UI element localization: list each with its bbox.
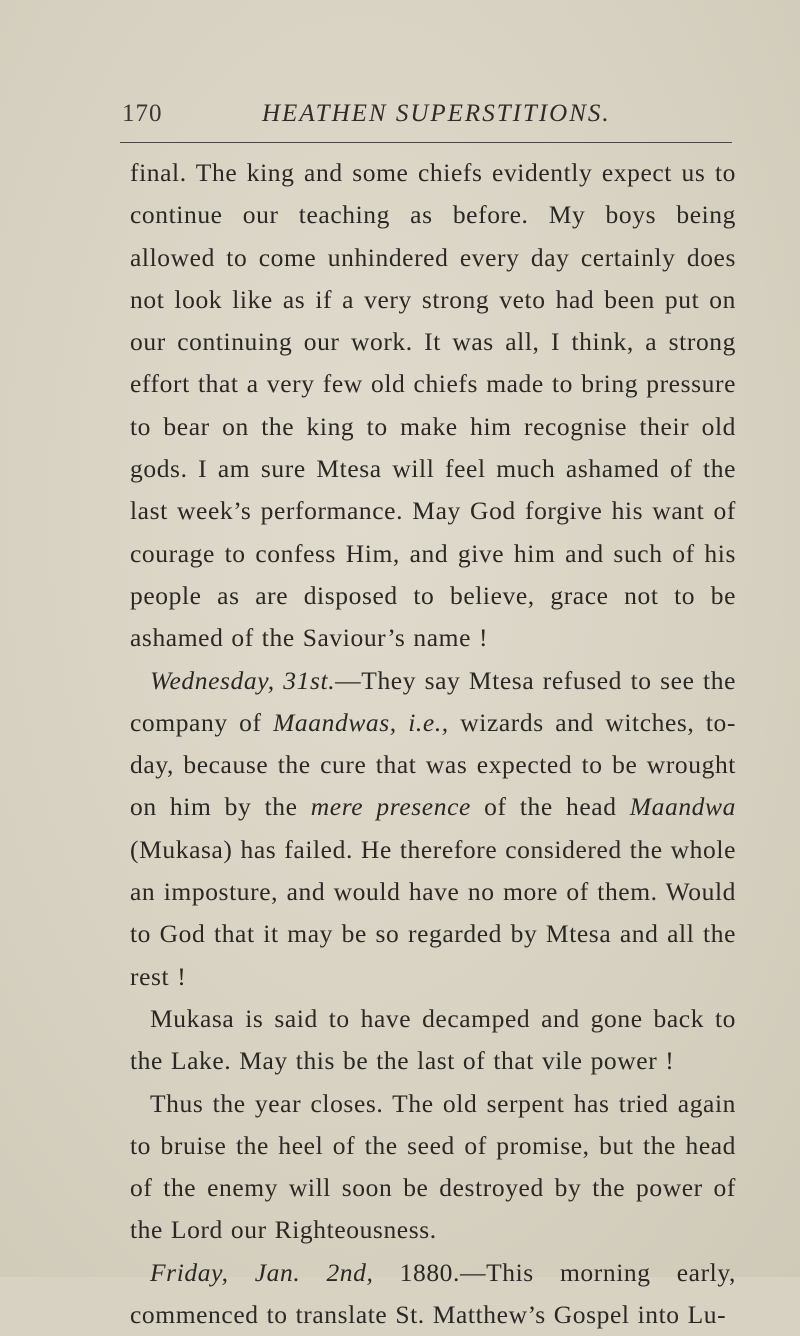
text-span: of the head — [470, 792, 630, 822]
header-rule — [120, 142, 732, 143]
italic-term: mere presence — [310, 792, 471, 822]
paragraph-3 — [130, 998, 736, 1083]
paragraph-2 — [130, 660, 736, 998]
diary-date: Wednesday, 31st. — [150, 665, 336, 695]
text-span: (Mukasa) has failed. He therefore considered the whole an imposture, and would have no more of them. Would to God that it may be so regarded by Mtesa and all the rest ! — [130, 834, 736, 991]
diary-date: Friday, Jan. 2nd, — [150, 1257, 374, 1287]
italic-term: Maandwas, i.e., — [273, 707, 449, 737]
text-span: Thus the year closes. The old serpent has tried again to bruise the heel of the seed of promise, but the head of the enemy will soon be destroyed by the power of the Lord our Righteousness. — [130, 1088, 736, 1245]
text-span: 1880.—This morning early, commenced to translate St. Matthew’s Gospel into Lu- — [130, 1257, 737, 1330]
paragraph-1 — [130, 152, 736, 660]
text-span: final. The king and some chiefs evidently expect us to continue our teaching as before. My boys being allowed to come unhindered every day certainly does not look like as if a very strong veto had been put on our continuing our work. It was all, I think, a strong effort that a very few old chiefs made to bring pressure to bear on the king to make him recognise their old gods. I am sure Mtesa will feel much ashamed of the last week’s performance. May God forgive his want of courage to confess Him, and give him and such of his people as are disposed to believe, grace not to be ashamed of the Saviour’s name ! — [130, 158, 736, 653]
page-header — [122, 100, 732, 134]
text-span: Mukasa is said to have decamped and gone back to the Lake. May this be the last of that vile power ! — [130, 1003, 736, 1076]
page-number: 170 — [122, 100, 163, 127]
text-span: wizards and witches, to-day, because the cure that was expected to be wrought on him by the — [130, 707, 736, 822]
body-text — [130, 152, 736, 1336]
text-span: —They say Mtesa refused to see the company of — [130, 665, 736, 737]
paragraph-4 — [130, 1083, 736, 1252]
running-title: HEATHEN SUPERSTITIONS. — [262, 100, 611, 127]
paragraph-5 — [130, 1252, 736, 1336]
italic-term: Maandwa — [629, 792, 736, 822]
